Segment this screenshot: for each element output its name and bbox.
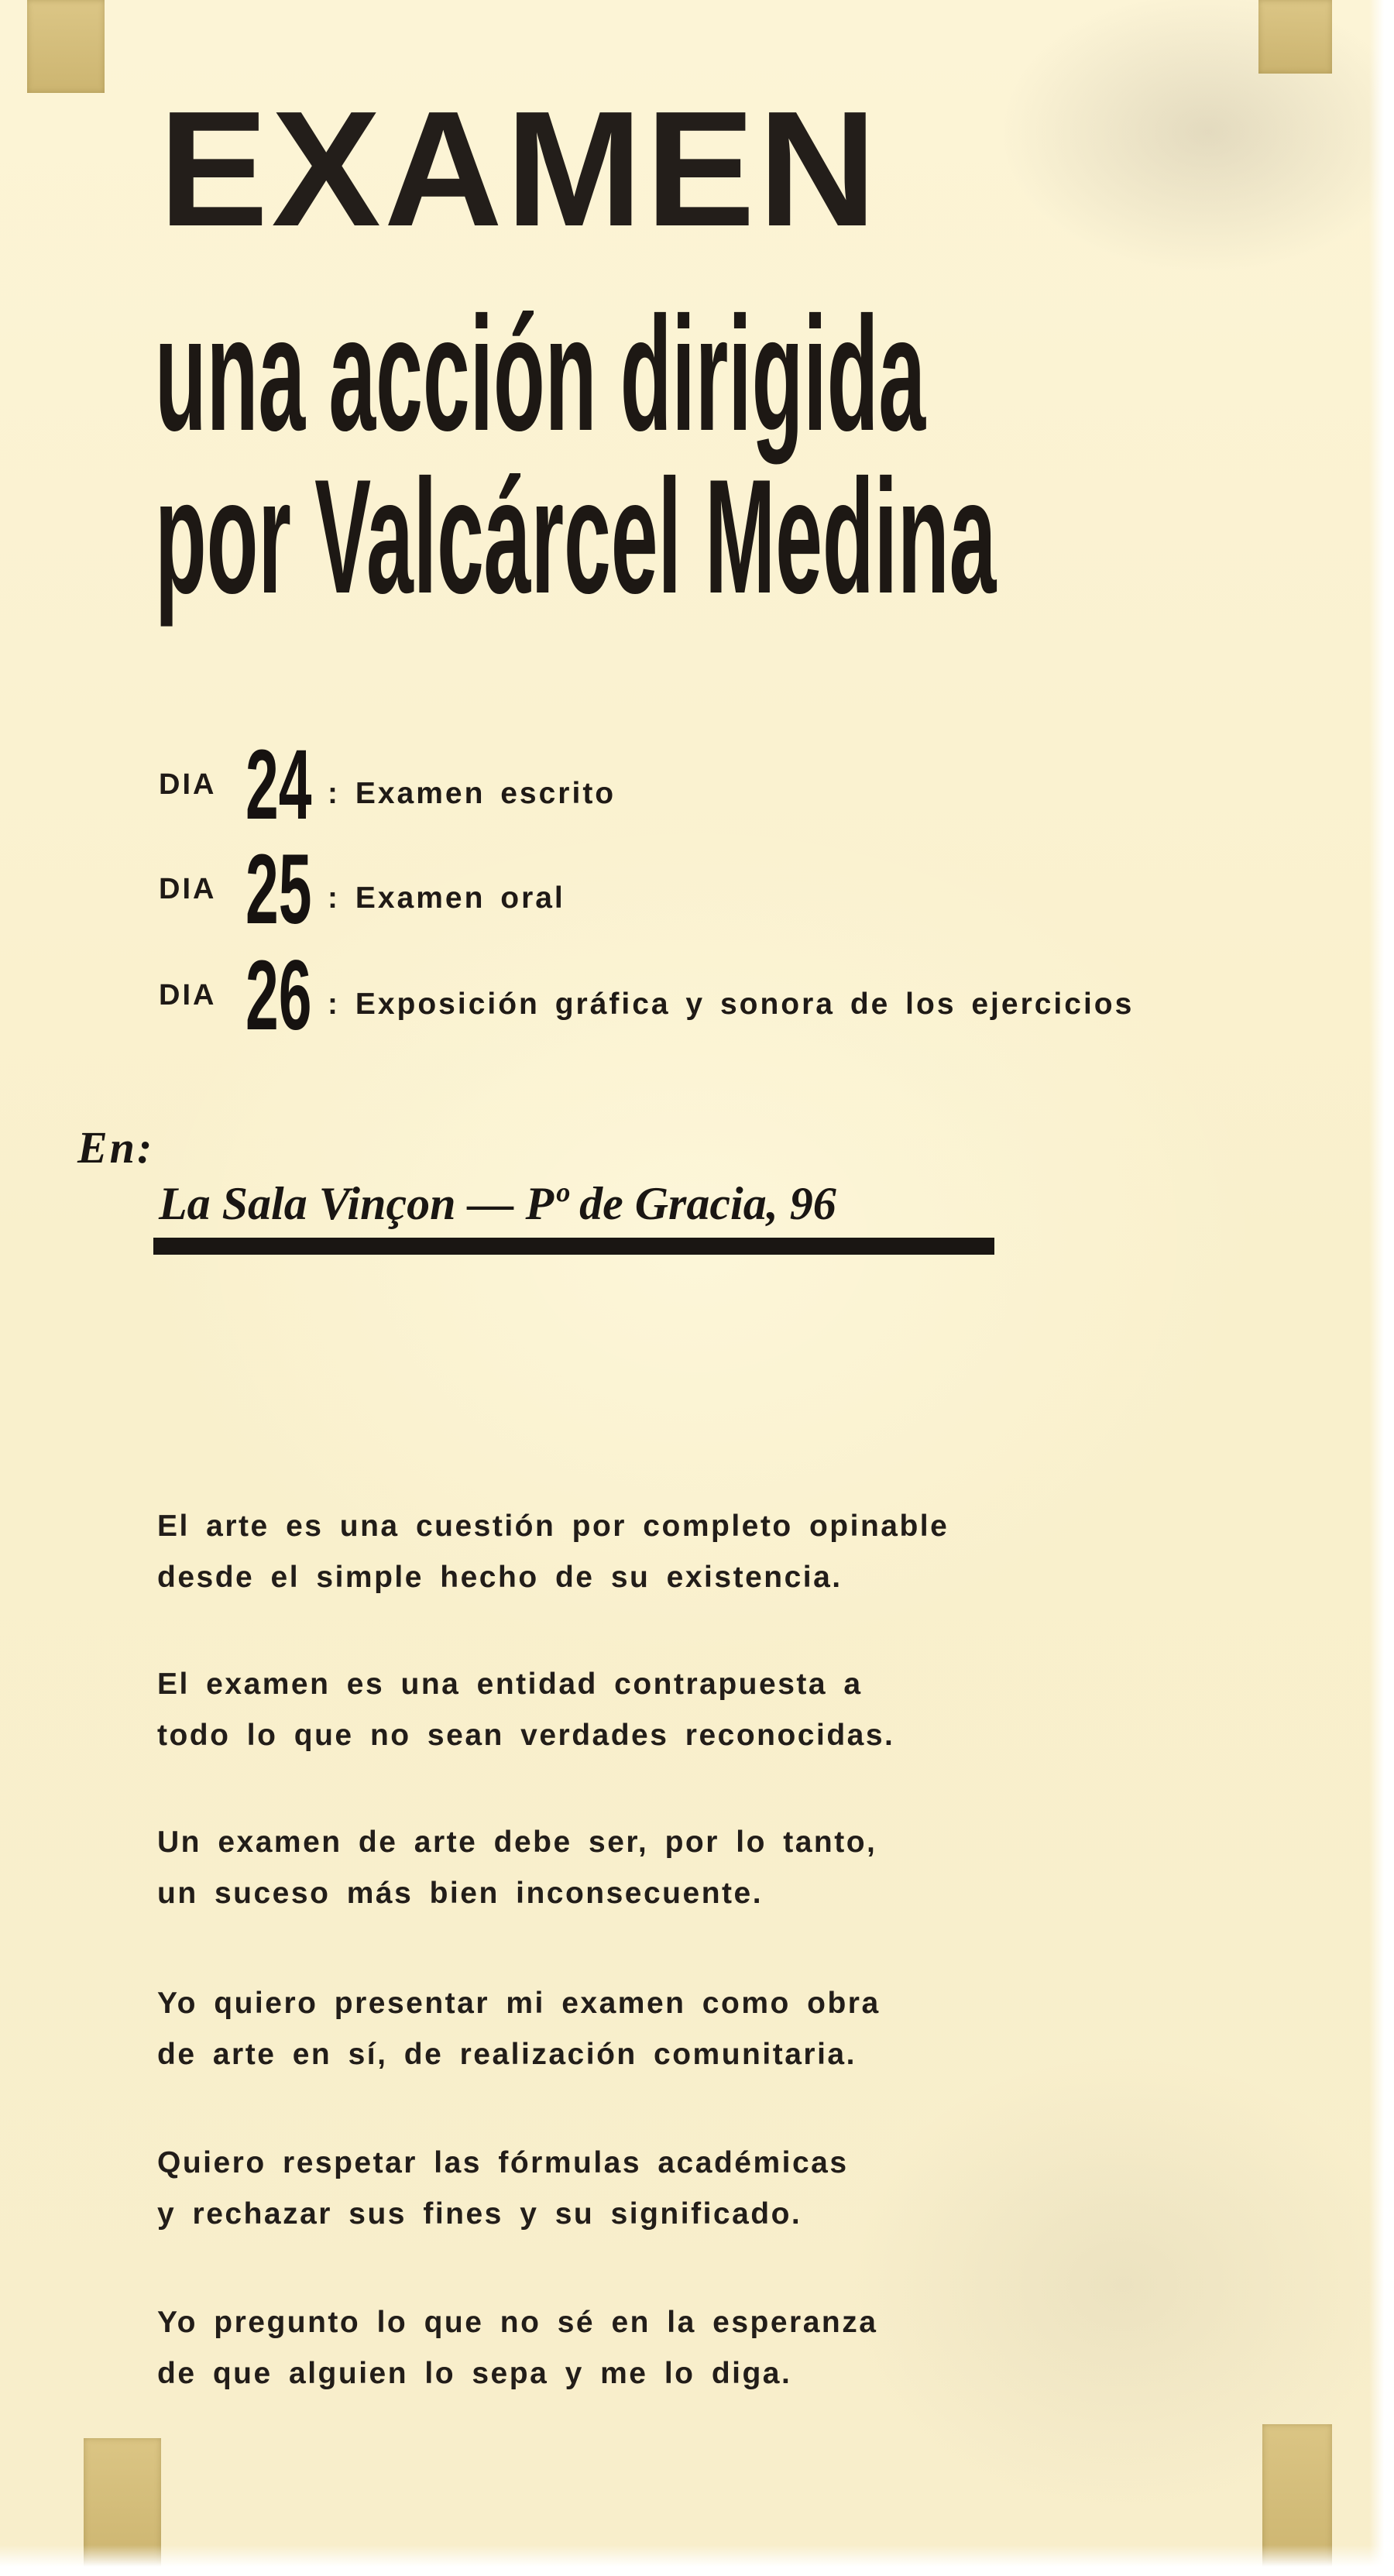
- statement-paragraph-5: [157, 2138, 1241, 2240]
- day-description: : Examen escrito: [328, 777, 616, 810]
- statement-line: Yo pregunto lo que no sé en la esperanza: [157, 2306, 878, 2339]
- day-description: : Exposición gráfica y sonora de los ejercicios: [328, 987, 1135, 1021]
- statement-line: Yo quiero presentar mi examen como obra: [157, 1987, 881, 2020]
- day-label: DIA: [159, 979, 217, 1012]
- statement-line: todo lo que no sean verdades reconocidas.: [157, 1719, 895, 1752]
- poster-title: EXAMEN: [159, 77, 881, 260]
- statement-line: un suceso más bien inconsecuente.: [157, 1877, 764, 1910]
- statement-line: de que alguien lo sepa y me lo diga.: [157, 2357, 792, 2390]
- day-number: 25: [245, 834, 312, 945]
- tape-top-right: [1258, 0, 1332, 74]
- paper-edge-right: [1369, 0, 1394, 2576]
- subtitle-line-1: una acción dirigida: [155, 283, 926, 465]
- paper-edge-bottom: [0, 2545, 1394, 2576]
- tape-top-left: [27, 0, 105, 93]
- statement-paragraph-3: [157, 1817, 1241, 1919]
- venue-underline: [153, 1238, 994, 1255]
- statement-line: de arte en sí, de realización comunitaria.: [157, 2038, 857, 2071]
- statement-line: El arte es una cuestión por completo opinable: [157, 1510, 949, 1543]
- statement-paragraph-4: [157, 1978, 1241, 2080]
- day-number: 24: [245, 730, 312, 840]
- day-number: 26: [245, 940, 312, 1051]
- statement-line: Quiero respetar las fórmulas académicas: [157, 2146, 849, 2179]
- venue-address: La Sala Vinçon — Pº de Gracia, 96: [159, 1178, 836, 1229]
- statement-line: El examen es una entidad contrapuesta a: [157, 1668, 863, 1701]
- day-description: : Examen oral: [328, 881, 565, 915]
- statement-line: Un examen de arte debe ser, por lo tanto,: [157, 1826, 877, 1859]
- statement-line: y rechazar sus fines y su significado.: [157, 2197, 802, 2231]
- statement-paragraph-2: [157, 1659, 1241, 1761]
- location-label: En:: [77, 1122, 155, 1173]
- day-label: DIA: [159, 873, 217, 905]
- subtitle-line-2: por Valcárcel Medina: [155, 445, 997, 627]
- statement-paragraph-6: [157, 2297, 1241, 2399]
- day-label: DIA: [159, 768, 217, 801]
- statement-paragraph-1: [157, 1501, 1241, 1603]
- statement-line: desde el simple hecho de su existencia.: [157, 1561, 843, 1594]
